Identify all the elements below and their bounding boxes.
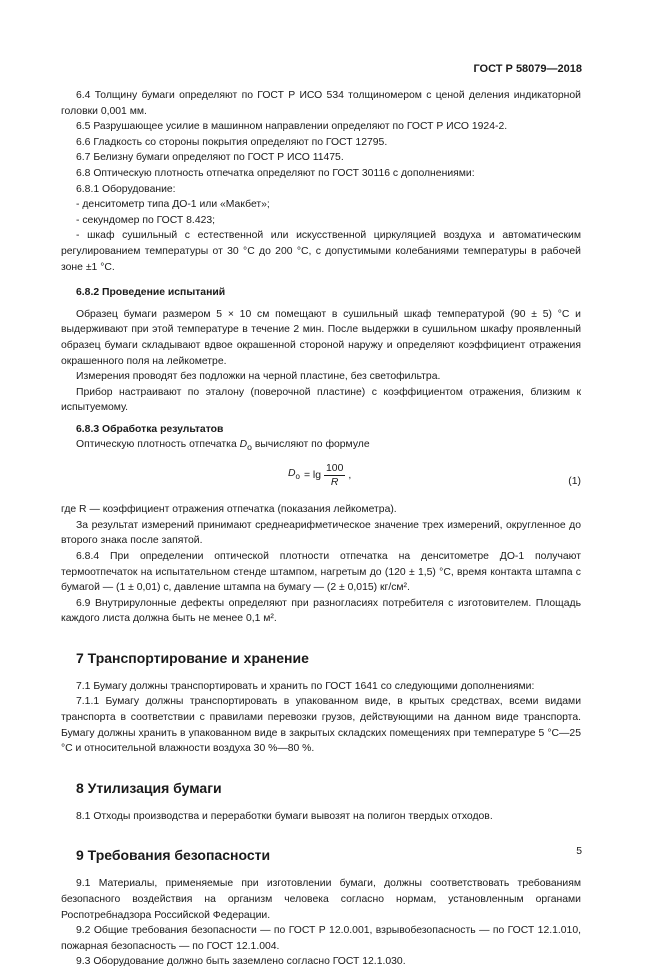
para-result-average: За результат измерений принимают среднеарифметическое значение трех измерений, округленное до второго знака после запятой.: [61, 519, 581, 547]
para-6-9: 6.9 Внутрирулонные дефекты определяют при разногласиях потребителя с изготовителем. Площадь каждого листа должна быть не менее 0,1 м².: [61, 597, 581, 625]
list-item-drying-cabinet: - шкаф сушильный с естественной или искусственной циркуляцией воздуха и автоматическим регулированием температуры от 30 °С до 200 °С, с допустимыми колебаниями температуры в рабочей зоне ±1 °С.: [61, 230, 581, 273]
formula-log: = lg: [303, 469, 322, 481]
section-9-title: 9 Требования безопасности: [76, 847, 271, 864]
section-7-title: 7 Транспортирование и хранение: [76, 649, 309, 666]
para-6-5: 6.5 Разрушающее усилие в машинном направлении определяют по ГОСТ Р ИСО 1924-2.: [76, 121, 508, 133]
para-6-7: 6.7 Белизну бумаги определяют по ГОСТ Р ИСО 11475.: [76, 152, 344, 164]
equation-number: (1): [568, 476, 581, 488]
document-header: ГОСТ Р 58079—2018: [473, 63, 582, 75]
formula-1: [61, 462, 581, 500]
formula-expression: [288, 462, 351, 489]
para-9-3: 9.3 Оборудование должно быть заземлено согласно ГОСТ 12.1.030.: [76, 956, 406, 968]
document-body: [61, 88, 581, 970]
para-6-8-1: 6.8.1 Оборудование:: [76, 183, 176, 195]
para-formula-intro: Оптическую плотность отпечатка $D_о$ вычисляют по формуле: [76, 439, 370, 453]
para-6-8: 6.8 Оптическую плотность отпечатка определяют по ГОСТ 30116 с дополнениями:: [76, 167, 475, 179]
para-measurement-conditions: Измерения проводят без подложки на черной пластине, без светофильтра.: [76, 371, 441, 383]
section-8-title: 8 Утилизация бумаги: [76, 779, 222, 796]
para-6-6: 6.6 Гладкость со стороны покрытия определяют по ГОСТ 12795.: [76, 136, 388, 148]
list-item-densitometer: - денситометр типа ДО-1 или «Макбет»;: [76, 199, 270, 211]
para-8-1: 8.1 Отходы производства и переработки бумаги вывозят на полигон твердых отходов.: [76, 810, 493, 822]
para-6-8-4: 6.8.4 При определении оптической плотности отпечатка на денситометре ДО-1 получают термоотпечаток на испытательном стенде штампом, нагретым до (120 ± 1,5) °С, время контакта штампа с бумагой — (1 ± 0,01) с, давление штампа на бумагу — (2 ± 0,015) кг/см².: [61, 550, 581, 594]
para-test-procedure: Образец бумаги размером 5 × 10 см помещают в сушильный шкаф температурой (90 ± 5) °С и выдерживают при этой температуре в течение 2 мин. После выдержки в сушильном шкафу проявленный образец бумаги складывают вдвое окрашенной стороной наружу и определяют коэффициент отражения окрашенного поля на лейкометре.: [61, 308, 581, 367]
para-instrument-calibration: Прибор настраивают по эталону (поверочной пластине) с коэффициентом отражения, близким к испытуемому.: [61, 386, 581, 414]
subheading-6-8-2: 6.8.2 Проведение испытаний: [76, 287, 226, 299]
para-6-4: 6.4 Толщину бумаги определяют по ГОСТ Р ИСО 534 толщиномером с ценой деления индикаторной головки 0,001 мм.: [61, 90, 581, 117]
formula-lhs: $D_о$: [288, 468, 300, 482]
subheading-6-8-3: 6.8.3 Обработка результатов: [76, 423, 224, 435]
list-item-stopwatch: - секундомер по ГОСТ 8.423;: [76, 214, 216, 226]
para-where-r: где R — коэффициент отражения отпечатка (показания лейкометра).: [61, 504, 397, 516]
para-7-1-1: 7.1.1 Бумагу должны транспортировать в упакованном виде, в крытых средствах, всеми видами транспорта в соответствии с правилами перевозки грузов, действующими на данном виде транспорта. Бумагу должны хранить в упакованном виде в закрытых складских помещениях при температуре 5 °С—25 °С и относительной влажности воздуха 30 %—80 %.: [61, 696, 581, 755]
fraction-denominator: R: [330, 477, 339, 489]
para-9-2: 9.2 Общие требования безопасности — по ГОСТ Р 12.0.001, взрывобезопасность — по ГОСТ 12.1.010, пожарная безопасность — по ГОСТ 12.1.004.: [61, 925, 581, 952]
page-number: 5: [576, 846, 582, 857]
para-7-1: 7.1 Бумагу должны транспортировать и хранить по ГОСТ 1641 со следующими дополнениями:: [76, 680, 535, 692]
formula-fraction: [324, 462, 345, 489]
fraction-numerator: 100: [326, 463, 344, 475]
para-9-1: 9.1 Материалы, применяемые при изготовлении бумаги, должны соответствовать требованиям безопасного воздействия на организм человека согласно нормам, установленным органами Роспотребнадзора Российской Федерации.: [61, 878, 581, 921]
formula-comma: ,: [348, 469, 352, 481]
